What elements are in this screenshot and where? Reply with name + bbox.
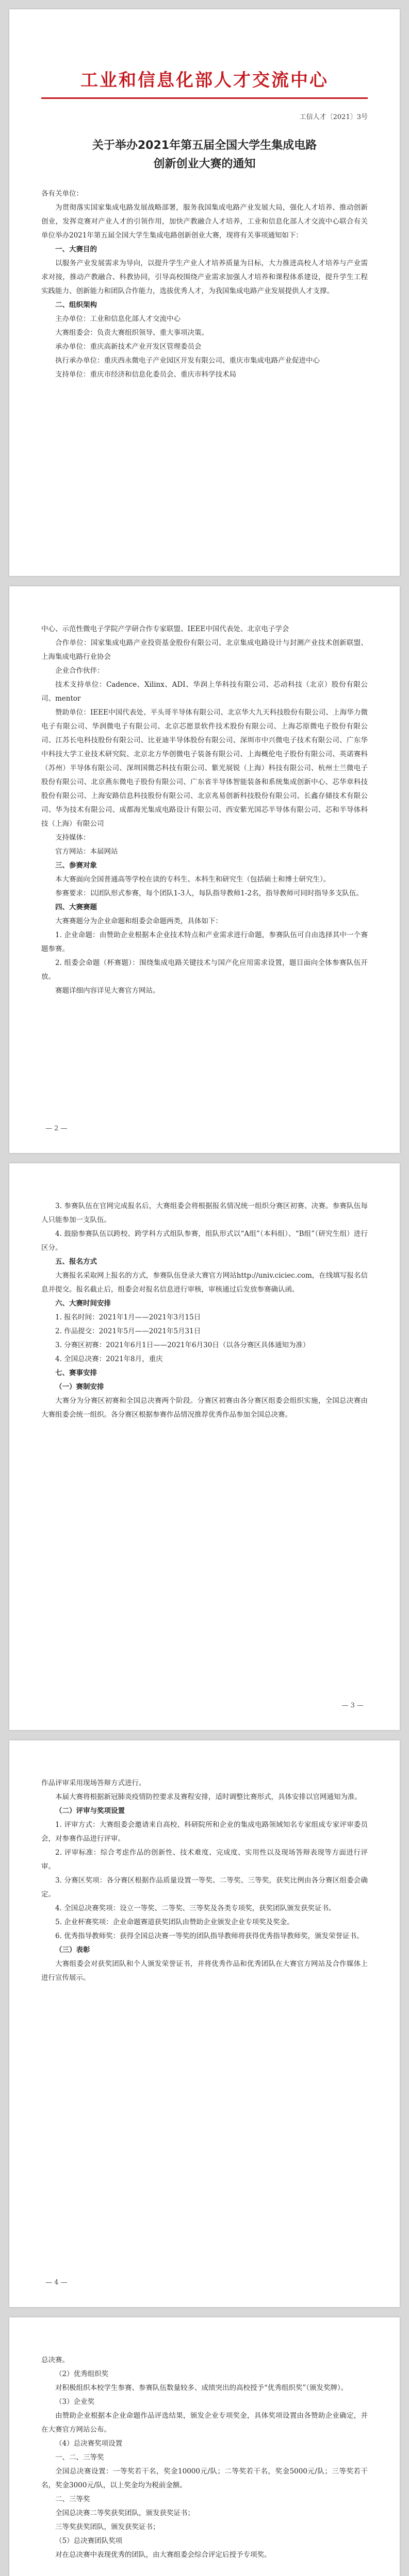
schedule-item: 3. 分赛区初赛：2021年6月1日——2021年6月30日（以各分赛区具体通知为准）: [55, 1341, 310, 1349]
list-item: 1. 企业命题：由赞助企业根据本企业技术特点和产业需求进行命题，参赛队伍可自由选择其中一个赛题参赛。: [41, 931, 368, 953]
schedule-item: 4. 全国总决赛：2021年8月，重庆: [55, 1355, 163, 1363]
page-number: — 4 —: [45, 2279, 68, 2286]
paragraph: 4. 全国总决赛奖项：设立一等奖、二等奖、三等奖及各类专项奖，获奖团队颁发获奖证书。: [55, 1904, 336, 1912]
schedule-item: 2. 作品提交：2021年5月——2021年5月31日: [55, 1327, 201, 1335]
paragraph: 对积极组织本校学生参赛、参赛队伍数量较多、成绩突出的高校授予“优秀组织奖”（颁发奖牌）。: [55, 2384, 348, 2392]
document-title: [41, 137, 368, 174]
subsection-heading: （二）评审与奖项设置: [55, 1807, 125, 1815]
paragraph: 大赛组委会对获奖团队和个人颁发荣誉证书，并将优秀作品和优秀团队在大赛官方网站及合作媒体上进行宣传展示。: [41, 1960, 368, 1982]
paragraph: 1. 评审方式：大赛组委会邀请来自高校、科研院所和企业的集成电路领域知名专家组成专家评审委员会，对参赛作品进行评审。: [41, 1821, 368, 1843]
page-1-body: [41, 187, 368, 382]
paragraph: 三等奖获奖团队，颁发获奖证书；: [55, 2523, 160, 2531]
paragraph: 全国总决赛二等奖获奖团队，颁发获奖证书；: [55, 2509, 194, 2517]
paragraph: 大赛报名采取网上报名的方式，参赛队伍登录大赛官方网站http://univ.ciciec.com，在线填写报名信息并提交。报名截止后，组委会对报名信息进行审核，审核通过后发放参赛确认函。: [41, 1272, 368, 1294]
org-line: 主办单位：工业和信息化部人才交流中心: [55, 315, 181, 323]
section-heading-6: 六、大赛时间安排: [55, 1299, 111, 1308]
paragraph: 5. 企业杯赛奖项：企业命题赛道获奖团队由赞助企业颁发企业专项奖及奖金。: [55, 1918, 294, 1926]
paragraph: 作品评审采用现场答辩方式进行。: [41, 1779, 146, 1787]
title-line-1: 关于举办2021年第五届全国大学生集成电路: [92, 139, 317, 152]
section-heading-4: 四、大赛赛题: [55, 903, 97, 911]
page-5-body: [41, 2353, 368, 2562]
section-heading-3: 三、参赛对象: [55, 861, 97, 870]
page-number: — 3 —: [341, 1702, 364, 1709]
subsection-heading: （三）表彰: [55, 1946, 90, 1954]
paragraph: 大赛分为分赛区初赛和全国总决赛两个阶段。分赛区初赛由各分赛区组委会组织实施，全国总决赛由大赛组委会统一组织。各分赛区根据参赛作品情况推荐优秀作品参加全国总决赛。: [41, 1397, 368, 1419]
schedule-item: 1. 报名时间：2021年1月——2021年3月15日: [55, 1313, 201, 1321]
list-item: 2. 组委会命题（杯赛题）：围绕集成电路关键技术与国产化应用需求设置，题目面向全体参赛队伍开放。: [41, 959, 368, 981]
org-line: 承办单位：重庆高新技术产业开发区管理委员会: [55, 343, 202, 351]
paragraph: 6. 优秀指导教师奖：获得全国总决赛一等奖的团队指导教师将获得优秀指导教师奖，颁发荣誉证书。: [55, 1932, 364, 1940]
greeting: 各有关单位：: [41, 190, 83, 198]
paragraph: 由赞助企业根据本企业命题作品评选结果，颁发企业专项奖金，具体奖项设置由各赞助企业确定，并在大赛官方网站公布。: [41, 2412, 368, 2434]
paragraph: 二、三等奖: [55, 2495, 90, 2503]
paragraph: 技术支持单位：Cadence、Xilinx、ADI、华润上华科技有限公司、芯动科技（北京）股份有限公司、mentor: [41, 681, 368, 703]
org-line: 支持单位：重庆市经济和信息化委员会、重庆市科学技术局: [55, 370, 236, 379]
paragraph: （3）企业奖: [55, 2398, 95, 2406]
paragraph: （2）优秀组织奖: [55, 2370, 109, 2378]
section-heading-7: 七、赛事安排: [55, 1369, 97, 1377]
intro-paragraph: 为贯彻落实国家集成电路发展战略部署，服务我国集成电路产业发展大局，强化人才培养、推动创新创业，发挥竞赛对产业人才的引领作用，加快产教融合人才培养，工业和信息化部人才交流中心联合有关单位举办2021年第五届全国大学生集成电路创新创业大赛，现将有关事项通知如下：: [41, 204, 368, 240]
page-number: — 2 —: [45, 1125, 68, 1132]
page-2-body: [41, 622, 368, 998]
paragraph: 本届大赛将根据新冠肺炎疫情防控要求及赛程安排，适时调整比赛形式，具体安排以官网通知为准。: [55, 1793, 362, 1801]
paragraph: 对在总决赛中表现优秀的团队，由大赛组委会综合评定后授予专项奖。: [55, 2551, 271, 2559]
paragraph: 支持媒体：: [55, 834, 90, 842]
paragraph: 合作单位：国家集成电路产业投资基金股份有限公司、北京集成电路设计与封测产业技术创新联盟、上海集成电路行业协会: [41, 639, 368, 661]
section-heading-2: 二、组织架构: [55, 301, 97, 309]
page-3-body: [41, 1199, 368, 1422]
page-4-body: [41, 1776, 368, 1985]
org-line: 执行承办单位：重庆西永微电子产业园区开发有限公司、重庆市集成电路产业促进中心: [55, 357, 320, 365]
document-page-2: [9, 586, 400, 1153]
subsection-heading: （一）赛制安排: [55, 1383, 104, 1391]
list-item: 赛题详细内容详见大赛官方网站。: [55, 987, 160, 995]
paragraph: 参赛要求：以团队形式参赛，每个团队1-3人，每队指导教师1-2名，指导教师可同时指导多支队伍。: [55, 889, 363, 897]
paragraph: 总决赛。: [41, 2356, 69, 2364]
paragraph: 3. 分赛区奖项：各分赛区根据作品质量设置一等奖、二等奖、三等奖，获奖比例由各分赛区组委会确定。: [41, 1876, 368, 1899]
org-line: 大赛组委会：负责大赛组织领导、重大事项决策。: [55, 329, 208, 337]
paragraph: 大赛赛题分为企业命题和组委会命题两类，具体如下：: [55, 917, 222, 925]
document-page-3: [9, 1163, 400, 1730]
document-number: 工信人才〔2021〕3号: [299, 113, 368, 121]
paragraph: 官方网站：本届网站: [55, 848, 118, 856]
paragraph: 2. 评审标准：综合考虑作品的创新性、技术难度、完成度、实用性以及现场答辩表现等方面进行评审。: [41, 1849, 368, 1871]
paragraph: 3. 参赛队伍在官网完成报名后，大赛组委会将根据报名情况统一组织分赛区初赛、决赛。参赛队伍每人只能参加一支队伍。: [41, 1202, 368, 1224]
paragraph: 本大赛面向全国普通高等学校在读的专科生、本科生和研究生（包括硕士和博士研究生）。: [55, 875, 331, 884]
paragraph: （5）总决赛团队奖项: [55, 2537, 123, 2545]
title-line-2: 创新创业大赛的通知: [153, 158, 256, 171]
document-page-4: [9, 1740, 400, 2307]
red-divider: [41, 97, 368, 99]
section-1-paragraph: 以服务产业发展需求为导向，以提升学生产业人才培养质量为目标，大力推进高校人才培养与产业需求对接，推动产教融合、科教协同，引导高校围绕产业需求加强人才培养和课程体系建设，提升学生工程实践能力、创新能力和团队合作能力，选拔优秀人才，为我国集成电路产业发展提供人才支撑。: [41, 259, 368, 295]
section-heading-1: 一、大赛目的: [55, 245, 97, 253]
paragraph: 中心、示范性微电子学院产学研合作专家联盟、IEEE中国代表处、北京电子学会: [41, 625, 289, 633]
paragraph: 4. 鼓励参赛队伍以跨校、跨学科方式组队参赛，组队形式以“A组”（本科组）、“B组”（研究生组）进行区分。: [41, 1230, 368, 1252]
document-page-1: [9, 9, 400, 576]
org-header: 工业和信息化部人才交流中心: [80, 70, 329, 91]
paragraph: 企业合作伙伴：: [55, 667, 104, 675]
section-heading-5: 五、报名方式: [55, 1258, 97, 1266]
paragraph: 一、二、三等奖: [55, 2453, 104, 2462]
paragraph: 赞助单位：IEEE中国代表处、平头哥半导体有限公司、北京华大九天科技股份有限公司、上海华力微电子有限公司、华润微电子有限公司、北京芯愿景软件技术股份有限公司、上海芯原微电子股份有限公司、江苏长电科技股份有限公司、比亚迪半导体股份有限公司、深圳市中兴微电子技术有限公司、广东华中科技大学工业技术研究院、北京北方华创微电子装备有限公司、上海概伦电子股份有限公司、英诺赛科（苏州）半导体有限公司、深圳国微芯科技有限公司、紫光展锐（上海）科技有限公司、杭州士兰微电子股份有限公司、北京燕东微电子股份有限公司、广东省半导体智能装备和系统集成创新中心、芯华章科技股份有限公司、上海安路信息科技股份有限公司、北京兆易创新科技股份有限公司、长鑫存储技术有限公司、华为技术有限公司、成都海光集成电路设计有限公司、西安紫光国芯半导体有限公司、芯和半导体科技（上海）有限公司: [41, 708, 368, 828]
paragraph: 全国总决赛设置：一等奖若干名，奖金10000元/队；二等奖若干名，奖金5000元/队；三等奖若干名，奖金3000元/队，以上奖金均为税前金额。: [41, 2467, 368, 2489]
paragraph: （4）总决赛奖项设置: [55, 2439, 123, 2448]
document-page-5: [9, 2317, 400, 2576]
